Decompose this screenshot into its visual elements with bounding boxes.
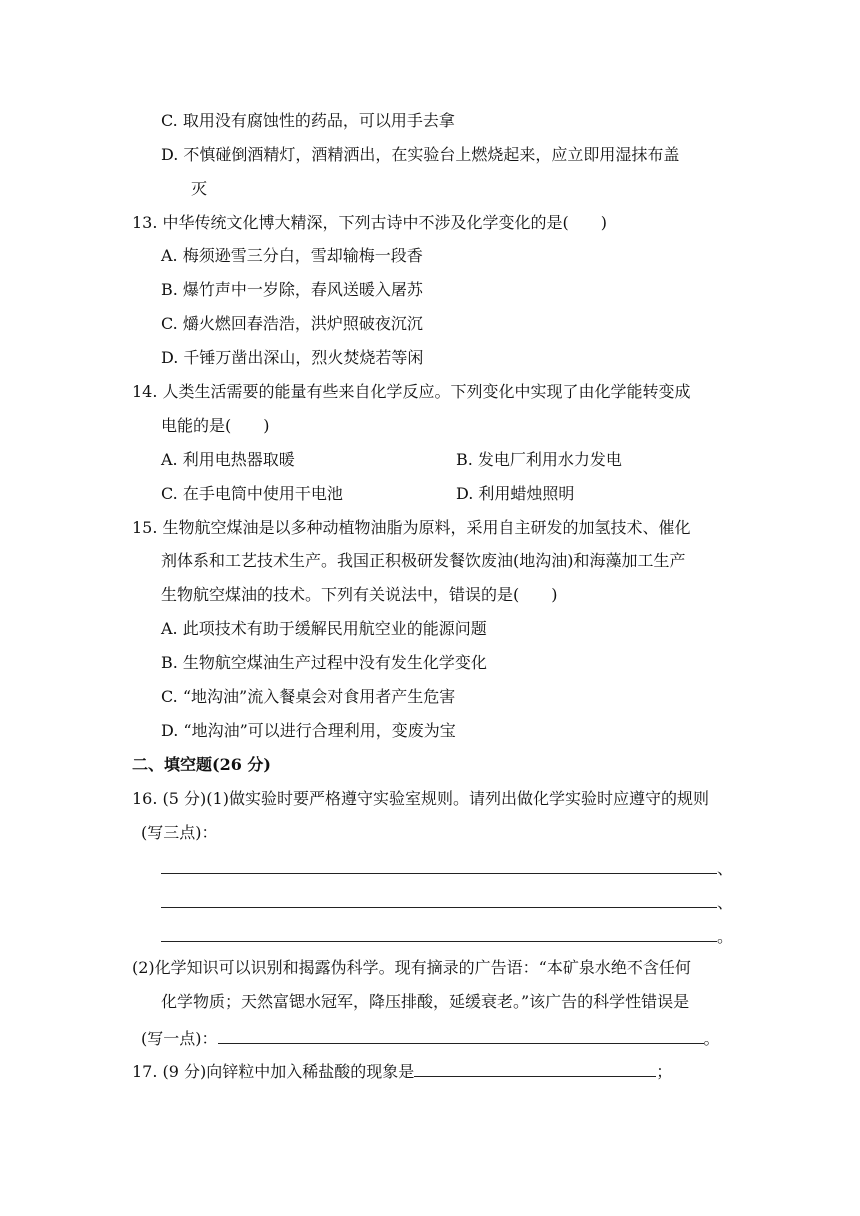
- q14-stem: 14. 人类生活需要的能量有些来自化学反应。下列变化中实现了由化学能转变成: [132, 382, 691, 401]
- answer-blank[interactable]: [414, 1058, 656, 1077]
- q15-option-a: A. 此项技术有助于缓解民用航空业的能源问题: [161, 619, 487, 638]
- q16-part2-stem-cont: 化学物质；天然富锶水冠军，降压排酸，延缓衰老。”该广告的科学性错误是: [161, 992, 690, 1011]
- q16-blank3-punct: 。: [717, 927, 734, 946]
- section-title-fill-blank: 二、填空题(26 分): [132, 755, 271, 774]
- q15-option-c: C. “地沟油”流入餐桌会对食用者产生危害: [161, 687, 456, 706]
- q16-blank1-punct: 、: [717, 859, 734, 878]
- answer-blank[interactable]: [161, 889, 717, 908]
- q17-stem-text: 17. (9 分)向锌粒中加入稀盐酸的现象是: [132, 1062, 415, 1081]
- q16-stem-cont: (写三点)：: [141, 823, 218, 842]
- q12-option-c: C. 取用没有腐蚀性的药品，可以用手去拿: [161, 111, 455, 130]
- answer-blank[interactable]: [218, 1025, 704, 1044]
- q15-option-d: D. “地沟油”可以进行合理利用，变废为宝: [161, 721, 456, 740]
- q15-stem-cont-2: 生物航空煤油的技术。下列有关说法中，错误的是( ): [161, 585, 558, 604]
- q16-stem: 16. (5 分)(1)做实验时要严格遵守实验室规则。请列出做化学实验时应遵守的规则: [132, 789, 709, 808]
- q16-answer-line-3[interactable]: [161, 923, 733, 948]
- q14-option-b: B. 发电厂利用水力发电: [456, 450, 622, 469]
- q15-stem: 15. 生物航空煤油是以多种动植物油脂为原料，采用自主研发的加氢技术、催化: [132, 518, 691, 537]
- q16-blank2-punct: 、: [717, 893, 734, 912]
- q17-stem[interactable]: [132, 1058, 672, 1083]
- q13-option-c: C. 爝火燃回春浩浩，洪炉照破夜沉沉: [161, 314, 423, 333]
- q16-part2-punct: 。: [703, 1029, 720, 1048]
- q12-option-d-cont: 灭: [191, 179, 208, 198]
- q13-option-b: B. 爆竹声中一岁除，春风送暖入屠苏: [161, 280, 423, 299]
- q14-option-a: A. 利用电热器取暖: [161, 450, 295, 469]
- q15-stem-cont-1: 剂体系和工艺技术生产。我国正积极研发餐饮废油(地沟油)和海藻加工生产: [161, 551, 686, 570]
- answer-blank[interactable]: [161, 923, 717, 942]
- q16-part2-answer-line[interactable]: [141, 1025, 720, 1050]
- q15-option-b: B. 生物航空煤油生产过程中没有发生化学变化: [161, 653, 487, 672]
- q16-part2-prefix: (写一点)：: [141, 1029, 218, 1048]
- q13-stem: 13. 中华传统文化博大精深，下列古诗中不涉及化学变化的是( ): [132, 213, 608, 232]
- q16-answer-line-2[interactable]: [161, 889, 733, 914]
- answer-blank[interactable]: [161, 855, 717, 874]
- q16-part2-stem: (2)化学知识可以识别和揭露伪科学。现有摘录的广告语：“本矿泉水绝不含任何: [132, 958, 691, 977]
- q17-punct: ；: [656, 1062, 673, 1081]
- q12-option-d: D. 不慎碰倒酒精灯，酒精洒出，在实验台上燃烧起来，应立即用湿抹布盖: [161, 145, 680, 164]
- q14-stem-cont: 电能的是( ): [161, 416, 270, 435]
- q16-answer-line-1[interactable]: [161, 855, 733, 880]
- q13-option-a: A. 梅须逊雪三分白，雪却输梅一段香: [161, 246, 423, 265]
- q13-option-d: D. 千锤万凿出深山，烈火焚烧若等闲: [161, 348, 424, 367]
- q14-option-d: D. 利用蜡烛照明: [456, 484, 575, 503]
- q14-option-c: C. 在手电筒中使用干电池: [161, 484, 343, 503]
